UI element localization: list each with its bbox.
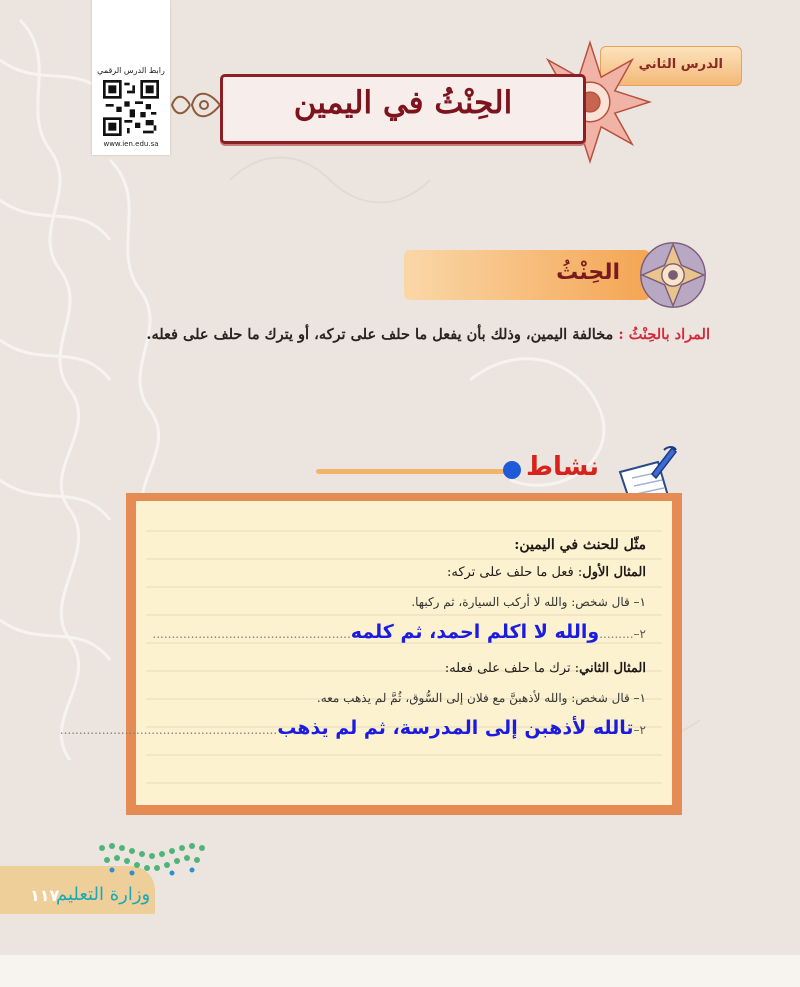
- definition-term: المراد بالحِنْثُ :: [618, 326, 710, 343]
- activity-card-inner: [59, 501, 672, 805]
- page-number: ١١٧: [30, 886, 60, 905]
- example1-item2[interactable]: [152, 621, 646, 643]
- lesson-title: الحِنْثُ في اليمين: [293, 85, 513, 121]
- example1-label: المثال الأول: [582, 565, 646, 580]
- activity-card: [59, 493, 682, 815]
- example1-item2-prefix: ٢–: [633, 627, 646, 641]
- qr-code-icon[interactable]: [103, 80, 159, 136]
- example2-answer[interactable]: تالله لأذهبن إلى المدرسة، ثم لم يذهب: [277, 717, 634, 739]
- activity-dot: [503, 461, 521, 479]
- bottom-strip: [0, 955, 800, 987]
- section-title: الحِنْثُ: [556, 260, 620, 285]
- qr-url[interactable]: www.ien.edu.sa: [103, 140, 159, 148]
- example2-desc: : ترك ما حلف على فعله:: [444, 661, 580, 676]
- example1-answer[interactable]: والله لا اكلم احمد، ثم كلمه: [350, 621, 600, 643]
- example1-item1: ١– قال شخص: والله لا أركب السيارة، ثم ركبها.: [411, 595, 646, 609]
- definition-text: مخالفة اليمين، وذلك بأن يفعل ما حلف على تركه، أو يترك ما حلف على فعله.: [146, 326, 614, 343]
- activity-bar: [316, 469, 508, 474]
- activity-title: نشاط: [526, 452, 599, 482]
- example1-heading: [447, 565, 646, 580]
- ministry-name: وزارة التعليم: [56, 884, 151, 905]
- lesson-title-frame: [220, 74, 586, 144]
- activity-prompt: مثّل للحنث في اليمين:: [514, 537, 646, 553]
- qr-label: رابط الدرس الرقمي: [97, 66, 165, 75]
- title-ornament-icon: [168, 80, 222, 130]
- lesson-tab-label: الدرس الثاني: [638, 57, 723, 72]
- answer-dots: .........................................................: [59, 723, 278, 737]
- example2-item2-prefix: ٢–: [633, 723, 646, 737]
- example2-heading: [445, 661, 646, 676]
- answer-dots: ....................................................: [152, 627, 351, 641]
- example2-item2[interactable]: [60, 717, 646, 739]
- section-rosette-icon: [638, 240, 708, 310]
- answer-dots: .........: [599, 627, 634, 641]
- ministry-logo-icon: [92, 838, 212, 878]
- example1-desc: : فعل ما حلف على تركه:: [446, 565, 583, 580]
- section-banner: [404, 250, 650, 300]
- definition-paragraph: [60, 326, 710, 343]
- example2-item1: ١– قال شخص: والله لأذهبنَّ مع فلان إلى السُّوق، ثُمَّ لم يذهب معه.: [316, 691, 646, 705]
- example2-label: المثال الثاني: [579, 661, 646, 676]
- qr-code-card[interactable]: [92, 0, 170, 155]
